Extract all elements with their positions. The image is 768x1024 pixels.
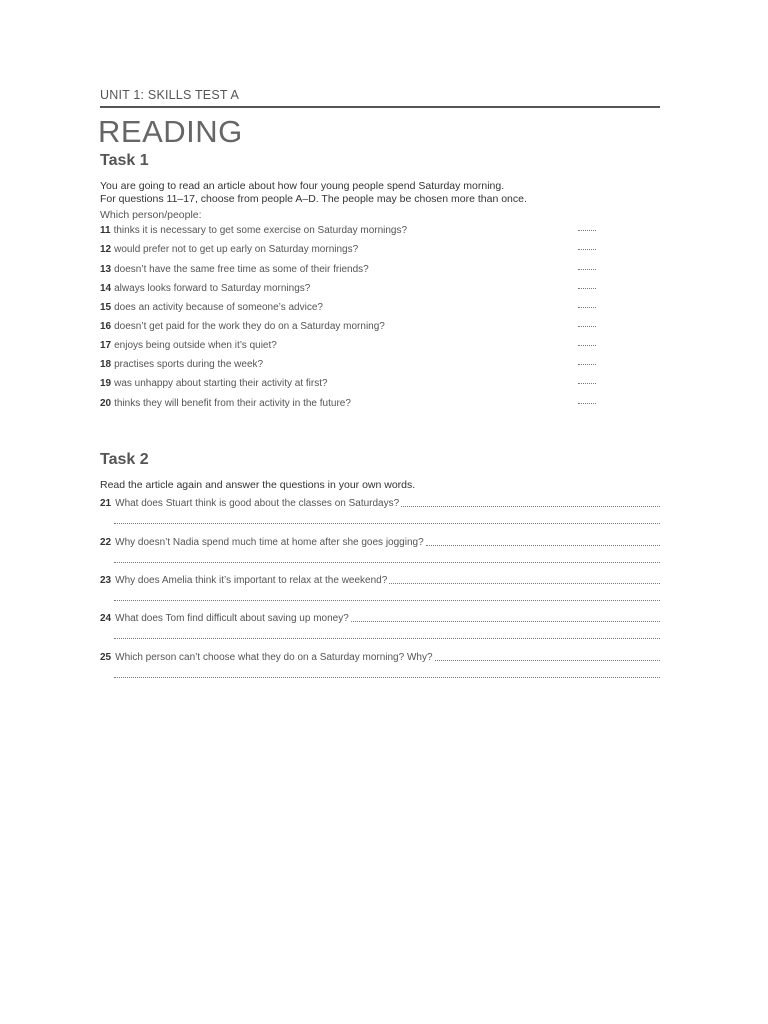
answer-line-continuation[interactable] bbox=[114, 562, 660, 563]
answer-blank[interactable] bbox=[578, 326, 596, 327]
question-text: always looks forward to Saturday mornings? bbox=[114, 283, 311, 294]
question-text: would prefer not to get up early on Saturday mornings? bbox=[114, 244, 359, 255]
task1-intro-line1: You are going to read an article about how four young people spend Saturday morning. bbox=[100, 180, 505, 192]
question-number: 13 bbox=[100, 264, 112, 275]
answer-line[interactable] bbox=[401, 506, 660, 507]
answer-blank[interactable] bbox=[578, 230, 596, 231]
question-number: 14 bbox=[100, 283, 112, 294]
question-text: thinks it is necessary to get some exercise on Saturday mornings? bbox=[113, 225, 408, 236]
question-number: 15 bbox=[100, 302, 112, 313]
task2-question-22 bbox=[100, 534, 660, 548]
answer-blank[interactable] bbox=[578, 403, 596, 404]
question-text: Why doesn’t Nadia spend much time at home after she goes jogging? bbox=[115, 537, 424, 548]
question-text: enjoys being outside when it’s quiet? bbox=[114, 340, 277, 351]
question-number: 16 bbox=[100, 321, 112, 332]
task1-question-13 bbox=[100, 264, 600, 278]
task1-question-18 bbox=[100, 359, 600, 373]
question-number: 21 bbox=[100, 498, 112, 509]
task1-title: Task 1 bbox=[100, 152, 149, 169]
section-title: READING bbox=[98, 114, 243, 149]
unit-label: UNIT 1: SKILLS TEST A bbox=[100, 88, 239, 102]
answer-line-continuation[interactable] bbox=[114, 523, 660, 524]
task2-question-23 bbox=[100, 572, 660, 586]
task1-intro-line2: For questions 11–17, choose from people A–D. The people may be chosen more than once. bbox=[100, 193, 527, 205]
answer-blank[interactable] bbox=[578, 307, 596, 308]
answer-line-continuation[interactable] bbox=[114, 600, 660, 601]
task2-question-25 bbox=[100, 649, 660, 663]
question-text: What does Stuart think is good about the classes on Saturdays? bbox=[115, 498, 400, 509]
question-number: 17 bbox=[100, 340, 112, 351]
task1-prompt: Which person/people: bbox=[100, 209, 202, 221]
question-text: doesn’t have the same free time as some of their friends? bbox=[114, 264, 369, 275]
answer-blank[interactable] bbox=[578, 345, 596, 346]
question-text: does an activity because of someone’s advice? bbox=[114, 302, 323, 313]
question-number: 25 bbox=[100, 652, 112, 663]
task1-question-16 bbox=[100, 321, 600, 335]
question-number: 12 bbox=[100, 244, 112, 255]
question-number: 24 bbox=[100, 613, 112, 624]
question-text: Which person can’t choose what they do on a Saturday morning? Why? bbox=[115, 652, 433, 663]
question-text: practises sports during the week? bbox=[114, 359, 264, 370]
answer-line[interactable] bbox=[426, 545, 660, 546]
task2-intro: Read the article again and answer the questions in your own words. bbox=[100, 479, 416, 491]
header-rule bbox=[100, 106, 660, 108]
answer-blank[interactable] bbox=[578, 249, 596, 250]
answer-blank[interactable] bbox=[578, 383, 596, 384]
question-number: 20 bbox=[100, 398, 112, 409]
answer-line[interactable] bbox=[389, 583, 660, 584]
task2-title: Task 2 bbox=[100, 451, 149, 468]
task2-question-21 bbox=[100, 495, 660, 509]
answer-line-continuation[interactable] bbox=[114, 638, 660, 639]
task1-question-14 bbox=[100, 283, 600, 297]
task1-question-15 bbox=[100, 302, 600, 316]
question-text: doesn’t get paid for the work they do on a Saturday morning? bbox=[114, 321, 385, 332]
answer-blank[interactable] bbox=[578, 269, 596, 270]
answer-blank[interactable] bbox=[578, 364, 596, 365]
task1-question-11 bbox=[100, 225, 600, 239]
answer-line[interactable] bbox=[435, 660, 660, 661]
question-number: 22 bbox=[100, 537, 112, 548]
task2-question-24 bbox=[100, 610, 660, 624]
answer-line-continuation[interactable] bbox=[114, 677, 660, 678]
task1-question-20 bbox=[100, 398, 600, 412]
question-number: 18 bbox=[100, 359, 112, 370]
answer-blank[interactable] bbox=[578, 288, 596, 289]
task1-question-19 bbox=[100, 378, 600, 392]
task1-question-17 bbox=[100, 340, 600, 354]
question-text: What does Tom find difficult about saving up money? bbox=[115, 613, 349, 624]
task1-question-12 bbox=[100, 244, 600, 258]
question-number: 23 bbox=[100, 575, 112, 586]
question-text: thinks they will benefit from their activity in the future? bbox=[114, 398, 351, 409]
question-number: 19 bbox=[100, 378, 112, 389]
question-number: 11 bbox=[100, 225, 111, 236]
question-text: was unhappy about starting their activity at first? bbox=[114, 378, 328, 389]
answer-line[interactable] bbox=[351, 621, 660, 622]
question-text: Why does Amelia think it’s important to relax at the weekend? bbox=[115, 575, 388, 586]
